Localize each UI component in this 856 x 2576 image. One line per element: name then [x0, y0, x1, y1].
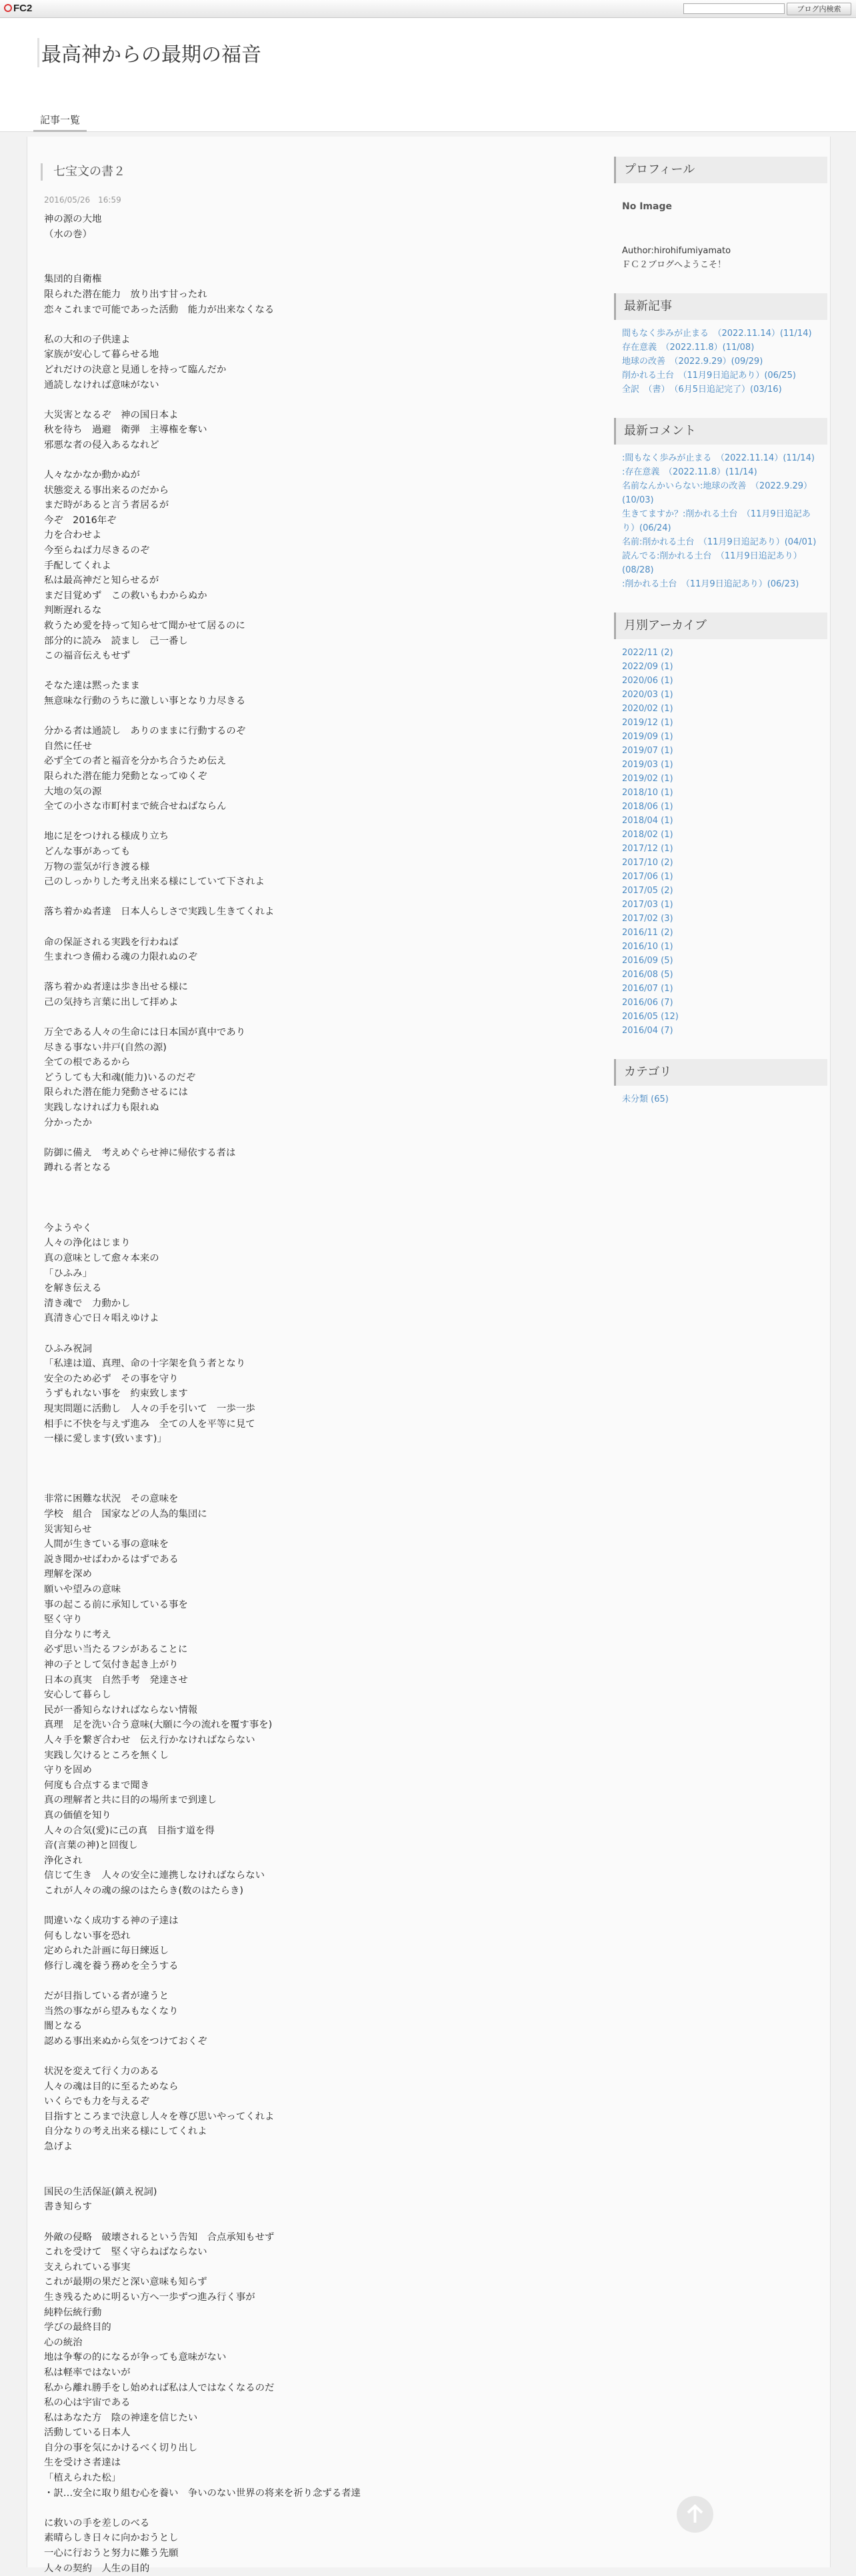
archive-link[interactable]: 2022/11 (2)	[622, 648, 673, 658]
main-column	[41, 157, 607, 2576]
archive-link[interactable]: 2016/09 (5)	[622, 956, 673, 966]
recent-entry-link[interactable]: 削かれる土台 （11月9日追記あり）(06/25)	[622, 371, 796, 381]
entry-body: 神の源の大地 （水の巻） 集団的自衛権 限られた潜在能力 放り出す甘ったれ 恋々これまで可能であった活動 能力が出来なくなる 私の大和の子供達よ 家族が安心して暮らせる地 どれだけの決意と見通しを持って臨んだか 通読しなければ意味がない 大災害となるぞ 神の国日本よ 秋を待ち 過避 衛弾 主導権を奪い 邪悪な者の侵入あるなれど 人々なかなか動かぬが 状態変える事出来るのだから まだ時があると言う者居るが 今ぞ 2016年ぞ 力を合わせよ 今至らねば力尽きるのぞ 手配してくれよ 私は最高神だと知らせるが まだ目覚めず この救いもわからぬか 判断遅れるな 救うため愛を持って知らせて聞かせて居るのに 部分的に読み 読まし 己一番し この福音伝えもせず そなた達は黙ったまま 無意味な行動のうちに激しい事となり力尽きる 分かる者は通読し ありのままに行動するのぞ 自然に任せ 必ず全ての者と福音を分かち合うため伝え 限られた潜在能力発動となってゆくぞ 大地の気の源 全ての小さな市町村まで統合せねばならん 地に足をつけれる様成り立ち どんな事があっても 万物の霊気が行き渡る様 己のしっかりした考え出来る様にしていて下されよ 落ち着かぬ者達 日本人らしさで実践し生きてくれよ 命の保証される実践を行わねば 生まれつき備わる魂の力限れぬのぞ 落ち着かぬ者達は歩き出せる様に 己の気持ち言葉に出して拝めよ 万全である人々の生命には日本国が真中であり 尽きる事ない井戸(自然の源) 全ての根であるから どうしても大和魂(能力)いるのだぞ 限られた潜在能力発動させるには 実践しなければ力も限れぬ 分かったか 防御に備え 考えめぐらせ神に帰依する者は 蹲れる者となる 今ようやく 人々の浄化はじまり 真の意味として愈々本来の 「ひふみ」 を解き伝える 清き魂で 力動かし 真清き心で日々唱えゆけよ ひふみ祝詞 「私達は道、真理、命の十字架を負う者となり 安全のため必ず その事を守り うずもれない事を 約束致します 現実問題に活動し 人々の手を引いて 一歩一歩 相手に不快を与えず進み 全ての人を平等に見て 一様に愛します(致います)」 非常に困難な状況 その意味を 学校 組合 国家などの人為的集団に 災害知らせ 人間が生きている事の意味を 説き聞かせばわかるはずである 理解を深め 願いや望みの意味 事の起こる前に承知している事を 堅く守り 自分なりに考え 必ず思い当たるフシがあることに 神の子として気付き起き上がり 日本の真実 自然手考 発達させ 安心して暮らし 民が一番知らなければならない情報 真理 足を洗い合う意味(大願に今の流れを覆す事を) 人々手を繋ぎ合わせ 伝え行かなければならない 実践し欠けるところを無くし 守りを固め 何度も合点するまで聞き 真の理解者と共に目的の場所まで到達し 真の価値を知り 人々の合気(愛)に己の真 目指す道を得 音(言葉の神)と回復し 浄化され 信じて生き 人々の安全に連携しなければならない これが人々の魂の線のはたらき(数のはたらき) 間違いなく成功する神の子達は 何もしない事を恐れ 定められた計画に毎日練返し 修行し魂を養う務めを全うする だが目指している者が違うと 当然の事ながら望みもなくなり 闇となる 認める事出来ぬから気をつけておくぞ 状況を変えて行く力のある 人々の魂は目的に至るためなら いくらでも力を与えるぞ 目指すところまで決意し人々を尊び思いやってくれよ 自分なりの考え出来る様にしてくれよ 急げよ 国民の生活保証(鎮え祝詞) 書き知らす 外敵の侵略 破壊されるという告知 合点承知もせず これを受けて 堅く守らねばならない 支えられている事実 これが最期の果だと深い意味も知らず 生き残るために明るい方へ一歩ずつ進み行く事が 純粋伝統行動 学びの最終目的 心の統治 地は争奪の的になるが争っても意味がない 私は軽率ではないが 私から離れ勝手をし始めれば私は人ではなくなるのだ 私の心は宇宙である 私はあなた方 陰の神達を信じたい 活動している日本人 自分の事を気にかけるべく切り出し 生を受けさ者達は 「植えられた松」 ・訳…安全に取り組む心を養い 争いのない世界の将来を祈り念ずる者達 に救いの手を差しのべる 素晴らしき日々に向かおうとし 一心に行おうと努力に難う先願 人々の契約 人生の目的	[44, 214, 361, 2574]
category-link[interactable]: 未分類 (65)	[622, 1094, 669, 1104]
archive-link[interactable]: 2016/08 (5)	[622, 970, 673, 980]
recent-entry-link[interactable]: 地球の改善 （2022.9.29）(09/29)	[622, 357, 763, 367]
categories-title: カテゴリ	[614, 1059, 827, 1086]
archive-link[interactable]: 2017/12 (1)	[622, 844, 673, 854]
archive-link[interactable]: 2018/06 (1)	[622, 802, 673, 812]
sidebar	[614, 157, 827, 1128]
archive-link[interactable]: 2018/04 (1)	[622, 816, 673, 826]
recent-comment-link[interactable]: :間もなく歩みが止まる （2022.11.14）(11/14)	[622, 453, 815, 463]
archive-link[interactable]: 2020/06 (1)	[622, 676, 673, 686]
archive-link[interactable]: 2018/10 (1)	[622, 788, 673, 798]
recent-entries-plugin	[614, 293, 827, 403]
profile-no-image: No Image	[622, 201, 672, 212]
archive-link[interactable]: 2017/02 (3)	[622, 914, 673, 924]
archive-link[interactable]: 2018/02 (1)	[622, 830, 673, 840]
profile-welcome: ＦＣ２ブログへようこそ！	[622, 260, 727, 270]
recent-entry-link[interactable]: 間もなく歩みが止まる （2022.11.14）(11/14)	[622, 329, 812, 339]
archive-link[interactable]: 2016/04 (7)	[622, 1026, 673, 1036]
content-wrapper	[27, 137, 831, 2574]
archive-link[interactable]: 2022/09 (1)	[622, 662, 673, 672]
archive-link[interactable]: 2017/06 (1)	[622, 872, 673, 882]
recent-comment-link[interactable]: 生きてますか？:削かれる土台 （11月9日追記あり）(06/24)	[622, 509, 811, 533]
recent-comment-link[interactable]: :存在意義 （2022.11.8）(11/14)	[622, 467, 757, 477]
entry-date: 2016/05/26 16:59	[44, 195, 121, 205]
profile-plugin	[614, 157, 827, 279]
entry-title[interactable]: 七宝文の書２	[41, 163, 607, 181]
archive-link[interactable]: 2016/07 (1)	[622, 984, 673, 994]
blog-search-button[interactable]: ブログ内検索	[787, 3, 851, 15]
recent-comment-link[interactable]: 読んでる:削かれる土台 （11月9日追記あり）(08/28)	[622, 551, 802, 575]
archive-link[interactable]: 2020/02 (1)	[622, 704, 673, 714]
profile-author: Author:hirohifumiyamato	[622, 246, 731, 256]
archive-link[interactable]: 2019/03 (1)	[622, 760, 673, 770]
fc2-logo-icon	[4, 4, 12, 12]
profile-title: プロフィール	[614, 157, 827, 183]
article-list-tab[interactable]: 記事一覧	[33, 110, 87, 132]
archive-link[interactable]: 2016/11 (2)	[622, 928, 673, 938]
archives-title: 月別アーカイブ	[614, 613, 827, 639]
arrow-up-icon	[686, 2504, 704, 2524]
recent-comment-link[interactable]: 名前:削かれる土台 （11月9日追記あり）(04/01)	[622, 537, 817, 547]
fc2-logo[interactable]: FC2	[4, 3, 32, 14]
blog-header	[0, 18, 856, 132]
archive-link[interactable]: 2017/05 (2)	[622, 886, 673, 896]
recent-comments-plugin	[614, 418, 827, 598]
archives-plugin	[614, 613, 827, 1044]
archive-link[interactable]: 2019/07 (1)	[622, 746, 673, 756]
back-to-top-button[interactable]	[677, 2496, 713, 2533]
archive-link[interactable]: 2019/09 (1)	[622, 732, 673, 742]
recent-comments-title: 最新コメント	[614, 418, 827, 445]
blog-title[interactable]: 最高神からの最期の福音	[37, 38, 261, 67]
archive-link[interactable]: 2017/03 (1)	[622, 900, 673, 910]
recent-entry-link[interactable]: 存在意義 （2022.11.8）(11/08)	[622, 343, 755, 353]
recent-comment-link[interactable]: 名前なんかいらない:地球の改善 （2022.9.29）(10/03)	[622, 481, 813, 505]
archive-link[interactable]: 2016/10 (1)	[622, 942, 673, 952]
recent-entries-title: 最新記事	[614, 293, 827, 320]
blog-search-input[interactable]	[683, 3, 785, 14]
archive-link[interactable]: 2019/02 (1)	[622, 774, 673, 784]
recent-comment-link[interactable]: :削かれる土台 （11月9日追記あり）(06/23)	[622, 579, 799, 589]
categories-plugin	[614, 1059, 827, 1113]
archive-link[interactable]: 2020/03 (1)	[622, 690, 673, 700]
archive-link[interactable]: 2016/05 (12)	[622, 1012, 679, 1022]
archive-link[interactable]: 2016/06 (7)	[622, 998, 673, 1008]
recent-entry-link[interactable]: 全訳 （書） （6月5日追記完了）(03/16)	[622, 385, 782, 395]
fc2-header-bar	[0, 0, 856, 18]
archive-link[interactable]: 2017/10 (2)	[622, 858, 673, 868]
archive-link[interactable]: 2019/12 (1)	[622, 718, 673, 728]
